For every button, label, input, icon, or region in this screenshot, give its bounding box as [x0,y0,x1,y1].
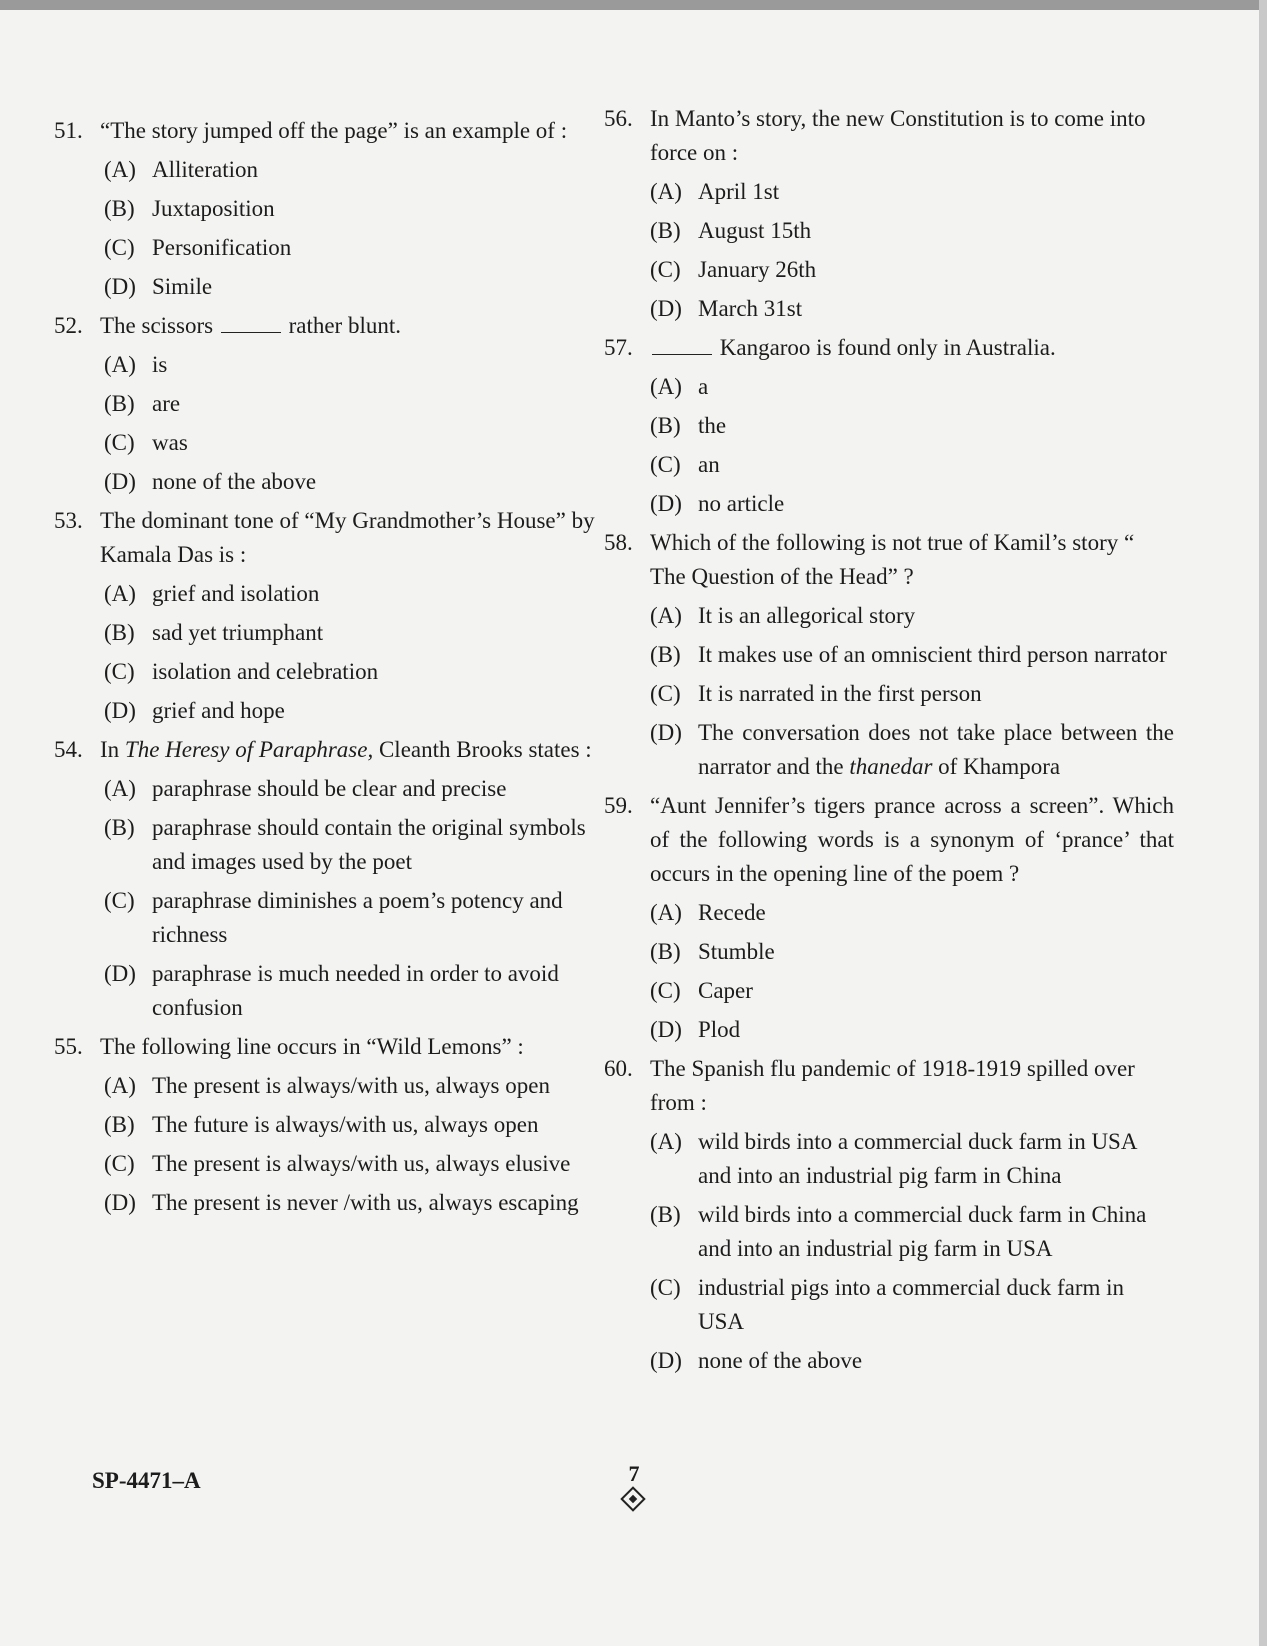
option-b [104,192,614,226]
option-text: an [698,452,720,477]
option-label: (A) [650,603,682,628]
option-label: (C) [650,681,681,706]
option-label: (C) [650,257,681,282]
option-label: (C) [104,1151,135,1176]
option-text: none of the above [152,469,317,494]
question-number: 55. [54,1034,83,1059]
option-text: Caper [698,978,753,1003]
option-text: Personification [152,235,292,260]
option-text: It makes use of an omniscient third person narrator [698,642,1167,667]
question-text-after: Kangaroo is found only in Australia. [719,335,1056,360]
option-b [104,387,614,421]
option-label: (B) [104,815,135,840]
option-text: Plod [698,1017,741,1042]
option-b [650,1198,1174,1266]
scan-top-edge [0,0,1267,10]
option-text: wild birds into a commercial duck farm in USA and into an industrial pig farm in China [698,1129,1137,1188]
option-label: (B) [104,1112,135,1137]
option-a [104,1069,614,1103]
option-c [104,1147,614,1181]
option-a [650,599,1174,633]
fill-blank [652,334,712,355]
paper-code: SP-4471–A [92,1468,201,1493]
option-b [650,638,1174,672]
option-text: It is narrated in the first person [698,681,982,706]
option-text: Recede [698,900,766,925]
page-number: 7 [628,1461,640,1486]
option-d [104,1186,614,1220]
fill-blank [221,312,281,333]
option-label: (C) [104,430,135,455]
option-d [104,957,614,1025]
question-51 [54,114,614,304]
question-text-after: rather blunt. [288,313,401,338]
option-text-post: of Khampora [938,754,1061,779]
scan-right-edge [1259,0,1267,1646]
option-text: It is an allegorical story [698,603,916,628]
option-text: none of the above [698,1348,863,1373]
option-a [650,896,1174,930]
option-label: (B) [650,218,681,243]
option-d [104,694,614,728]
question-text: In Manto’s story, the new Constitution is to come into force on : [650,106,1146,165]
question-57 [604,331,1174,521]
question-number: 53. [54,508,83,533]
option-text: grief and isolation [152,581,320,606]
option-text: isolation and celebration [152,659,379,684]
option-label: (B) [104,196,135,221]
option-c [104,655,614,689]
option-b [104,616,614,650]
option-label: (D) [650,491,682,516]
work-title: The Heresy of Paraphrase, [124,737,374,762]
question-58 [604,526,1174,784]
option-text: paraphrase should contain the original symbols and images used by the poet [152,815,586,874]
option-c [104,426,614,460]
option-label: (C) [650,978,681,1003]
option-label: (B) [650,642,681,667]
option-label: (B) [104,391,135,416]
option-text: The present is never /with us, always escaping [152,1190,579,1215]
option-d [650,292,1174,326]
question-number: 58. [604,530,633,555]
option-text: the [698,413,727,438]
option-label: (D) [104,698,136,723]
question-text-before: The scissors [100,313,214,338]
option-b [104,811,614,879]
option-b [104,1108,614,1142]
option-text: Alliteration [152,157,259,182]
question-number: 52. [54,313,83,338]
option-a [104,153,614,187]
question-number: 56. [604,106,633,131]
option-c [650,677,1174,711]
option-label: (D) [650,720,682,745]
option-text: The present is always/with us, always open [152,1073,550,1098]
option-label: (B) [650,939,681,964]
option-b [650,409,1174,443]
question-number: 59. [604,793,633,818]
question-number: 51. [54,118,83,143]
option-c [650,1271,1174,1339]
option-label: (A) [650,179,682,204]
question-text: The dominant tone of “My Grandmother’s House” by Kamala Das is : [100,508,595,567]
option-a [104,348,614,382]
question-text: The following line occurs in “Wild Lemons” : [100,1034,524,1059]
option-label: (D) [104,1190,136,1215]
option-label: (D) [650,296,682,321]
option-text-italic: thanedar [849,754,933,779]
option-label: (D) [104,274,136,299]
option-d [104,270,614,304]
question-number: 60. [604,1056,633,1081]
option-label: (A) [650,1129,682,1154]
option-text: sad yet triumphant [152,620,324,645]
option-label: (D) [650,1348,682,1373]
question-text: “Aunt Jennifer’s tigers prance across a screen”. Which of the following words is a synonym of ‘prance’ that occurs in the opening line of the poem ? [650,793,1174,886]
right-column [604,102,1174,1383]
option-text: was [152,430,188,455]
option-text: March 31st [698,296,803,321]
question-54 [54,733,614,1025]
left-column [54,114,614,1225]
option-d [104,465,614,499]
option-text: The future is always/with us, always open [152,1112,539,1137]
option-text: wild birds into a commercial duck farm in China and into an industrial pig farm in USA [698,1202,1147,1261]
option-text: paraphrase should be clear and precise [152,776,507,801]
option-label: (D) [104,469,136,494]
option-text-pre: The conversation does not take place between the narrator and the [698,720,1174,779]
question-text: The Spanish flu pandemic of 1918-1919 spilled over from : [650,1056,1135,1115]
option-label: (A) [104,352,136,377]
question-text-pre: In [100,737,120,762]
diamond-icon [620,1486,645,1511]
question-text [100,733,614,767]
question-text [650,331,1174,365]
option-label: (A) [104,581,136,606]
option-d [650,487,1174,521]
question-60 [604,1052,1174,1378]
question-number: 54. [54,737,83,762]
option-a [104,577,614,611]
question-56 [604,102,1174,326]
option-label: (C) [104,659,135,684]
option-text [698,716,1174,784]
option-label: (A) [650,374,682,399]
option-text: is [152,352,168,377]
option-label: (D) [104,961,136,986]
option-a [650,175,1174,209]
option-text: are [152,391,181,416]
option-text: Stumble [698,939,775,964]
option-text: Juxtaposition [152,196,275,221]
option-label: (B) [650,413,681,438]
option-b [650,214,1174,248]
option-label: (A) [104,157,136,182]
question-text: Which of the following is not true of Kamil’s story “ The Question of the Head” ? [650,530,1135,589]
option-b [650,935,1174,969]
option-c [650,253,1174,287]
option-label: (B) [650,1202,681,1227]
option-label: (B) [104,620,135,645]
option-d [650,716,1174,784]
question-text [100,309,614,343]
option-text: a [698,374,709,399]
option-label: (C) [650,452,681,477]
option-a [104,772,614,806]
question-52 [54,309,614,499]
option-label: (C) [104,888,135,913]
option-a [650,370,1174,404]
option-text: paraphrase diminishes a poem’s potency and richness [152,888,563,947]
option-text: August 15th [698,218,812,243]
question-number: 57. [604,335,633,360]
option-text: industrial pigs into a commercial duck farm in USA [698,1275,1125,1334]
option-text: January 26th [698,257,817,282]
option-c [650,448,1174,482]
question-55 [54,1030,614,1220]
option-label: (A) [104,1073,136,1098]
option-d [650,1344,1174,1378]
question-59 [604,789,1174,1047]
option-label: (A) [650,900,682,925]
option-label: (C) [650,1275,681,1300]
question-text-post: Cleanth Brooks states : [378,737,592,762]
option-text: grief and hope [152,698,285,723]
option-label: (A) [104,776,136,801]
option-label: (D) [650,1017,682,1042]
option-text: no article [698,491,785,516]
option-d [650,1013,1174,1047]
option-a [650,1125,1174,1193]
option-c [104,884,614,952]
option-c [650,974,1174,1008]
option-text: April 1st [698,179,780,204]
option-text: paraphrase is much needed in order to avoid confusion [152,961,559,1020]
question-53 [54,504,614,728]
question-text: “The story jumped off the page” is an example of : [100,118,568,143]
option-text: The present is always/with us, always elusive [152,1151,571,1176]
option-c [104,231,614,265]
option-text: Simile [152,274,213,299]
option-label: (C) [104,235,135,260]
